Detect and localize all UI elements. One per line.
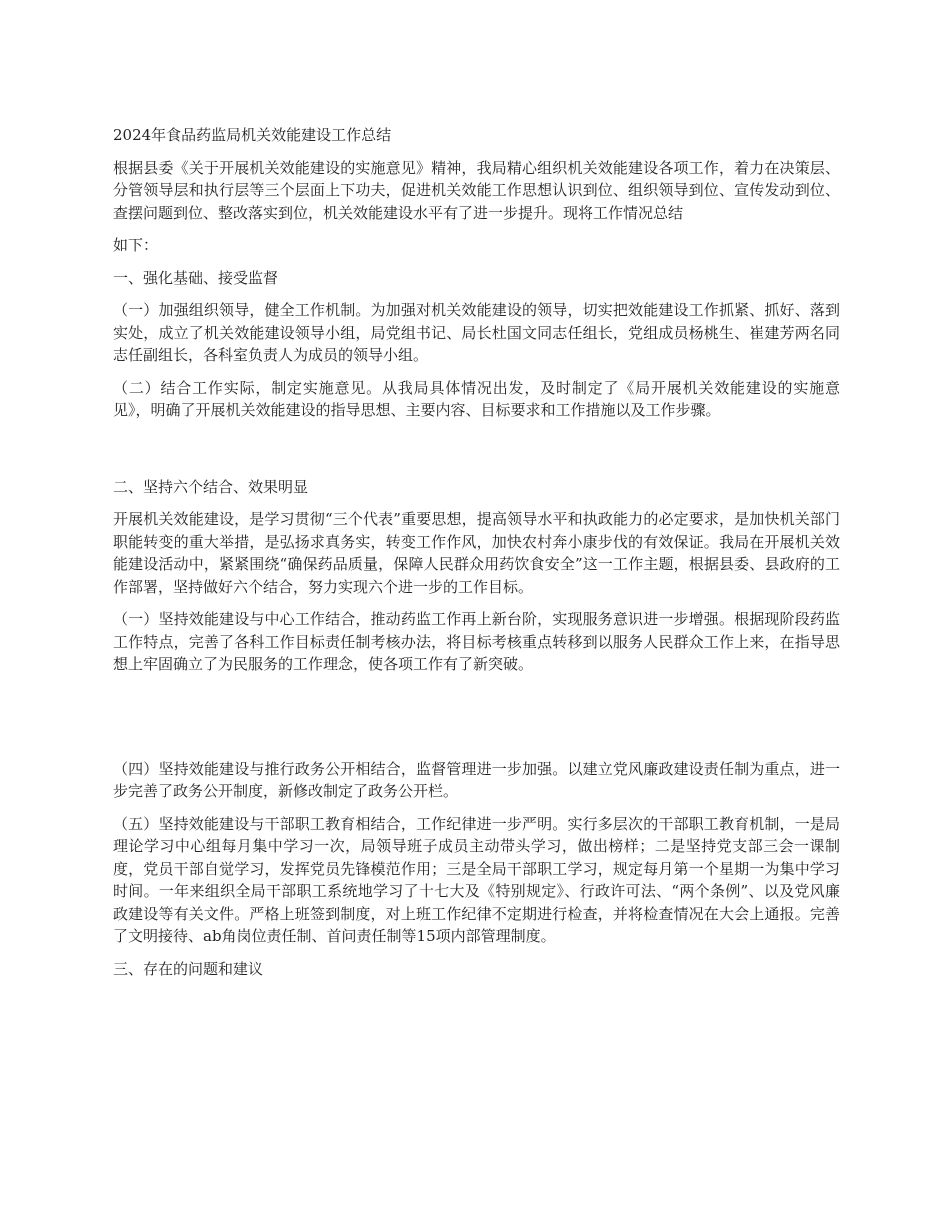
document-title: 2024年食品药监局机关效能建设工作总结 (113, 126, 392, 144)
section2-item5: （五）坚持效能建设与干部职工教育相结合，工作纪律进一步严明。实行多层次的干部职工教育机制，一是局理论学习中心组每月集中学习一次，局领导班子成员主动带头学习，做出榜样；二是坚持党支部三会一课制度，党员干部自觉学习，发挥党员先锋模范作用；三是全局干部职工学习，规定每月第一个星期一为集中学习时间。一年来组织全局干部职工系统地学习了十七大及《特别规定》、行政许可法、“两个条例”、以及党风廉政建设等有关文件。严格上班签到制度，对上班工作纪律不定期进行检查，并将检查情况在大会上通报。完善了文明接待、ab角岗位责任制、首问责任制等15项内部管理制度。 (113, 814, 840, 945)
document-page (113, 124, 840, 990)
blank-gap (113, 432, 840, 476)
section2-item1: （一）坚持效能建设与中心工作结合，推动药监工作再上新台阶，实现服务意识进一步增强。根据现阶段药监工作特点，完善了各科工作目标责任制考核办法，将目标考核重点转移到以服务人民群众工作上来，在指导思想上牢固确立了为民服务的工作理念，使各项工作有了新突破。 (113, 610, 840, 673)
section2-heading: 二、坚持六个结合、效果明显 (113, 477, 309, 496)
section1-heading: 一、强化基础、接受监督 (113, 268, 279, 287)
intro-paragraph: 根据县委《关于开展机关效能建设的实施意见》精神，我局精心组织机关效能建设各项工作，着力在决策层、分管领导层和执行层等三个层面上下功夫，促进机关效能工作思想认识到位、组织领导到位、宣传发动到位、查摆问题到位、整改落实到位，机关效能建设水平有了进一步提升。现将工作情况总结 (113, 158, 840, 222)
intro-tail: 如下： (113, 236, 159, 254)
blank-gap (113, 686, 840, 758)
section1-item1: （一）加强组织领导，健全工作机制。为加强对机关效能建设的领导，切实把效能建设工作抓紧、抓好、落到实处，成立了机关效能建设领导小组，局党组书记、局长杜国文同志任组长，党组成员杨桃生、崔建芳两名同志任副组长，各科室负责人为成员的领导小组。 (113, 301, 840, 364)
section2-intro: 开展机关效能建设，是学习贯彻“三个代表”重要思想，提高领导水平和执政能力的必定要求，是加快机关部门职能转变的重大举措，是弘扬求真务实，转变工作作风，加快农村奔小康步伐的有效保证。我局在开展机关效能建设活动中，紧紧围绕“确保药品质量，保障人民群众用药饮食安全”这一工作主题，根据县委、县政府的工作部署，坚持做好六个结合，努力实现六个进一步的工作目标。 (113, 510, 840, 596)
section2-item4: （四）坚持效能建设与推行政务公开相结合，监督管理进一步加强。以建立党风廉政建设责任制为重点，进一步完善了政务公开制度，新修改制定了政务公开栏。 (113, 759, 840, 800)
section1-item2: （二）结合工作实际，制定实施意见。从我局具体情况出发，及时制定了《局开展机关效能建设的实施意见》，明确了开展机关效能建设的指导思想、主要内容、目标要求和工作措施以及工作步骤。 (113, 378, 840, 419)
section3-heading: 三、存在的问题和建议 (113, 959, 264, 978)
